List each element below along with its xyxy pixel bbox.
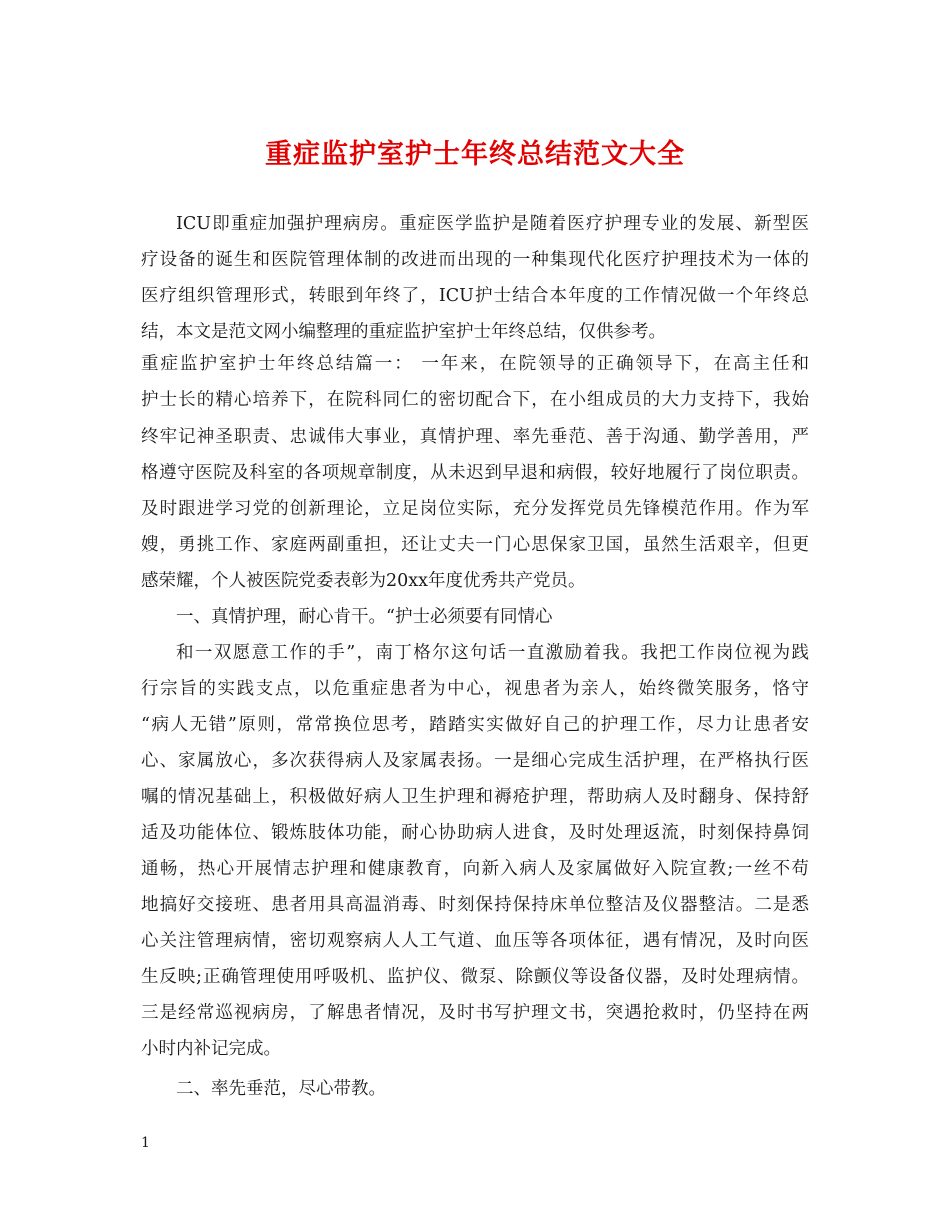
page-number: 1 — [141, 1135, 150, 1151]
paragraph-line: 重症监护室护士年终总结篇一： 一年来，在院领导的正确领导下，在高主任和 — [141, 354, 809, 374]
paragraph-line: 疗设备的诞生和医院管理体制的改进而出现的一种集现代化医疗护理技术为一体的 — [141, 250, 809, 270]
paragraph-line: 感荣耀，个人被医院党委表彰为20xx年度优秀共产党员。 — [141, 571, 586, 591]
paragraph-line: 护士长的精心培养下，在院科同仁的密切配合下，在小组成员的大力支持下，我始 — [141, 390, 809, 410]
paragraph-line: 格遵守医院及科室的各项规章制度，从未迟到早退和病假，较好地履行了岗位职责。 — [141, 463, 809, 483]
paragraph-line: “病人无错”原则，常常换位思考，踏踏实实做好自己的护理工作，尽力让患者安 — [141, 715, 809, 735]
paragraph-line: 生反映;正确管理使用呼吸机、监护仪、微泵、除颤仪等设备仪器，及时处理病情。 — [141, 967, 809, 987]
paragraph-line: 适及功能体位、锻炼肢体功能，耐心协助病人进食，及时处理返流，时刻保持鼻饲 — [141, 823, 809, 843]
paragraph-line: 小时内补记完成。 — [141, 1039, 281, 1059]
paragraph-line: 通畅，热心开展情志护理和健康教育，向新入病人及家属做好入院宣教;一丝不苟 — [141, 859, 809, 879]
paragraph-line: 终牢记神圣职责、忠诚伟大事业，真情护理、率先垂范、善于沟通、勤学善用，严 — [141, 427, 809, 447]
paragraph-line: 和一双愿意工作的手”，南丁格尔这句话一直激励着我。我把工作岗位视为践 — [176, 643, 809, 663]
paragraph-line: 三是经常巡视病房，了解患者情况，及时书写护理文书，突遇抢救时，仍坚持在两 — [141, 1003, 809, 1023]
paragraph-line: 嫂，勇挑工作、家庭两副重担，还让丈夫一门心思保家卫国，虽然生活艰辛，但更 — [141, 535, 809, 555]
paragraph-line: 行宗旨的实践支点，以危重症患者为中心，视患者为亲人，始终微笑服务，恪守 — [141, 679, 809, 699]
paragraph-line: 及时跟进学习党的创新理论，立足岗位实际，充分发挥党员先锋模范作用。作为军 — [141, 499, 809, 519]
paragraph-line: 地搞好交接班、患者用具高温消毒、时刻保持保持床单位整洁及仪器整洁。二是悉 — [141, 895, 809, 915]
document-title: 重症监护室护士年终总结范文大全 — [265, 139, 685, 170]
section-heading: 一、真情护理，耐心肯干。“护士必须要有同情心 — [176, 607, 553, 627]
paragraph-line: 结，本文是范文网小编整理的重症监护室护士年终总结，仅供参考。 — [141, 322, 666, 342]
paragraph-line: 心、家属放心，多次获得病人及家属表扬。一是细心完成生活护理，在严格执行医 — [141, 751, 809, 771]
paragraph-line: 嘱的情况基础上，积极做好病人卫生护理和褥疮护理，帮助病人及时翻身、保持舒 — [141, 787, 809, 807]
section-heading: 二、率先垂范，尽心带教。 — [176, 1079, 386, 1099]
paragraph-line: 心关注管理病情，密切观察病人人工气道、血压等各项体征，遇有情况，及时向医 — [141, 931, 809, 951]
paragraph-line: ICU即重症加强护理病房。重症医学监护是随着医疗护理专业的发展、新型医 — [176, 214, 809, 234]
paragraph-line: 医疗组织管理形式，转眼到年终了，ICU护士结合本年度的工作情况做一个年终总 — [141, 286, 809, 306]
